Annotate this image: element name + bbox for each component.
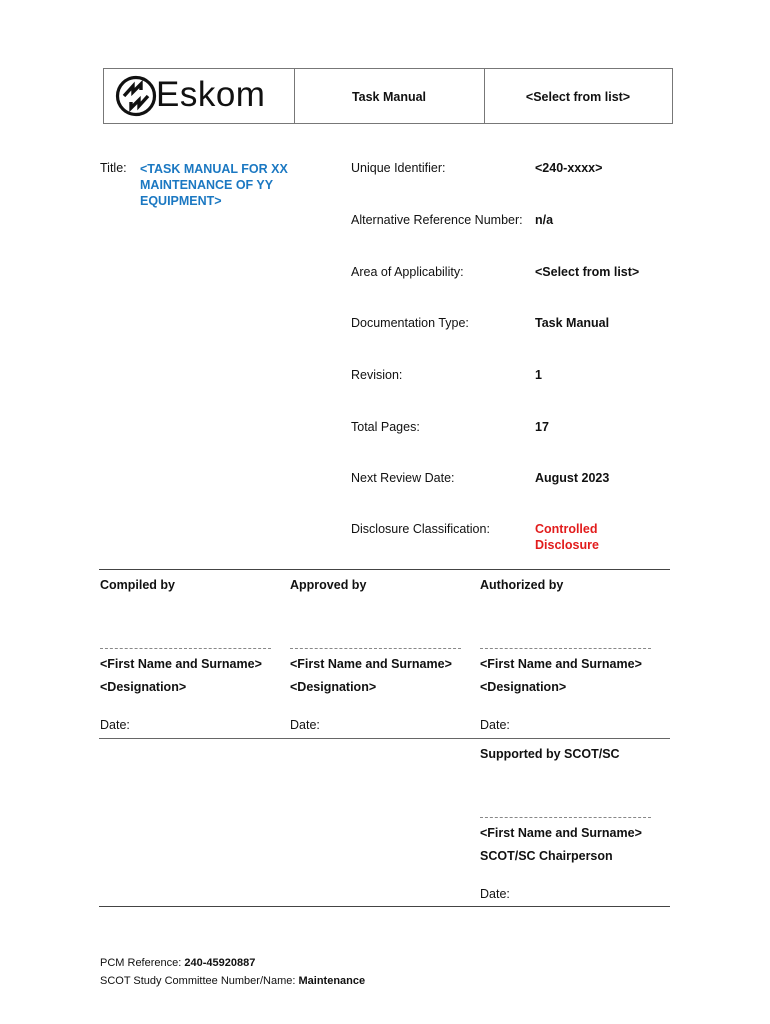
pcm-reference-value: 240-45920887 [184,957,256,969]
alt-reference-label: Alternative Reference Number: [351,213,523,227]
supported-designation: SCOT/SC Chairperson [480,849,613,863]
signature-top-rule [99,569,670,570]
total-pages-value: 17 [535,420,549,434]
supported-signature-line[interactable] [480,817,651,818]
header-select[interactable]: <Select from list> [525,90,631,104]
header-box [103,68,673,124]
next-review-value: August 2023 [535,471,610,485]
authorized-date: Date: [480,718,510,732]
approved-designation: <Designation> [290,680,377,694]
compiled-signature-line[interactable] [100,648,271,649]
title-label: Title: [100,161,127,175]
header-select-cell[interactable] [484,69,672,123]
scot-committee [100,975,365,987]
compiled-heading: Compiled by [100,578,176,592]
unique-identifier-value: <240-xxxx> [535,161,603,175]
header-doc-type-cell [294,69,485,123]
revision-value: 1 [535,368,542,382]
area-value[interactable]: <Select from list> [535,265,640,279]
scot-committee-label: SCOT Study Committee Number/Name: [100,975,296,987]
authorized-name: <First Name and Surname> [480,657,642,671]
area-label: Area of Applicability: [351,265,464,279]
pcm-reference [100,957,255,969]
supported-date: Date: [480,887,510,901]
supported-heading: Supported by SCOT/SC [480,747,620,761]
total-pages-label: Total Pages: [351,420,420,434]
authorized-signature-line[interactable] [480,648,651,649]
next-review-label: Next Review Date: [351,471,455,485]
logo-cell [104,69,295,123]
header-doc-type: Task Manual [351,90,427,104]
compiled-date: Date: [100,718,130,732]
compiled-designation: <Designation> [100,680,187,694]
disclosure-value-line2: Disclosure [535,538,599,552]
approved-heading: Approved by [290,578,367,592]
disclosure-label: Disclosure Classification: [351,522,490,536]
approved-date: Date: [290,718,320,732]
alt-reference-value: n/a [535,213,554,227]
approved-name: <First Name and Surname> [290,657,452,671]
authorized-heading: Authorized by [480,578,564,592]
compiled-name: <First Name and Surname> [100,657,262,671]
authorized-designation: <Designation> [480,680,567,694]
logo-text: Eskom [156,75,266,114]
revision-label: Revision: [351,368,403,382]
signature-middle-rule [99,738,670,739]
unique-identifier-label: Unique Identifier: [351,161,446,175]
supported-name: <First Name and Surname> [480,826,642,840]
doc-type-value: Task Manual [535,316,610,330]
doc-type-label: Documentation Type: [351,316,469,330]
title-value: <TASK MANUAL FOR XX MAINTENANCE OF YY EQUIPMENT> [140,162,288,208]
approved-signature-line[interactable] [290,648,461,649]
disclosure-value-line1: Controlled [535,522,598,536]
signature-bottom-rule [99,906,670,907]
scot-committee-value: Maintenance [298,975,366,987]
pcm-reference-label: PCM Reference: [100,957,182,969]
